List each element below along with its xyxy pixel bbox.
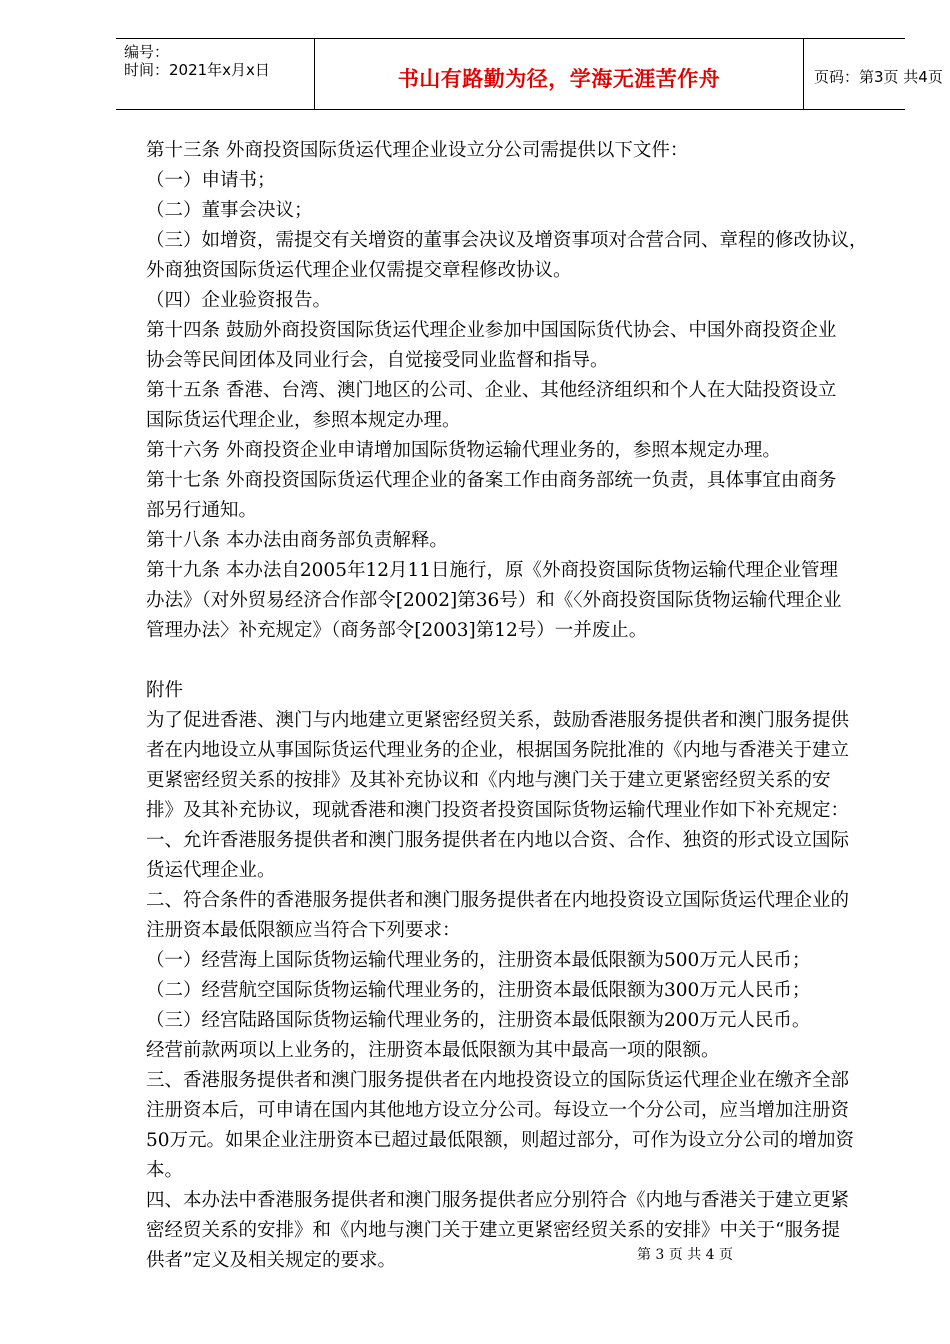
text-line: 协会等民间团体及同业行会，自觉接受同业监督和指导。 bbox=[146, 350, 609, 371]
text-line: （二）董事会决议； bbox=[146, 200, 313, 221]
text-line: 四、本办法中香港服务提供者和澳门服务提供者应分别符合《内地与香港关于建立更紧 bbox=[146, 1190, 850, 1211]
text-line: 本。 bbox=[146, 1160, 184, 1181]
footer-page-number: 第 3 页 共 4 页 bbox=[636, 1247, 734, 1263]
text-line: 附件 bbox=[146, 680, 184, 701]
header-page-cell bbox=[804, 39, 943, 109]
text-line: 第十五条 香港、台湾、澳门地区的公司、企业、其他经济组织和个人在大陆投资设立 bbox=[146, 380, 837, 401]
text-line: 管理办法〉补充规定》（商务部令[2003]第12号）一并废止。 bbox=[146, 620, 648, 641]
text-line: 一、允许香港服务提供者和澳门服务提供者在内地以合资、合作、独资的形式设立国际 bbox=[146, 830, 850, 851]
header-page-info: 页码：第3页 共4页 bbox=[814, 68, 943, 86]
text-line: （三）如增资，需提交有关增资的董事会决议及增资事项对合营合同、章程的修改协议， bbox=[146, 230, 868, 251]
text-line: 第十六务 外商投资企业申请增加国际货物运输代理业务的，参照本规定办理。 bbox=[146, 440, 781, 461]
text-line: 50万元。如果企业注册资本已超过最低限额，则超过部分，可作为设立分公司的增加资 bbox=[146, 1130, 855, 1151]
text-line: 国际货运代理企业，参照本规定办理。 bbox=[146, 410, 461, 431]
text-line: 办法》（对外贸易经济合作部令[2002]第36号）和《〈外商投资国际货物运输代理企业 bbox=[146, 590, 842, 611]
text-line: 密经贸关系的安排》和《内地与澳门关于建立更紧密经贸关系的安排》中关于“服务提 bbox=[146, 1220, 840, 1241]
document-number-label: 编号： bbox=[124, 43, 170, 61]
document-time-label: 时间：2021年x月x日 bbox=[124, 61, 270, 79]
header-motto-cell bbox=[315, 39, 804, 109]
page-footer bbox=[0, 1244, 950, 1264]
text-line: 排》及其补充协议，现就香港和澳门投资者投资国际货物运输代理业作如下补充规定： bbox=[146, 800, 850, 821]
text-line: 第十七条 外商投资国际货运代理企业的备案工作由商务部统一负责，具体事宜由商务 bbox=[146, 470, 837, 491]
text-line: 更紧密经贸关系的按排》及其补充协议和《内地与澳门关于建立更紧密经贸关系的安 bbox=[146, 770, 831, 791]
text-line: 外商独资国际货运代理企业仅需提交章程修改协议。 bbox=[146, 260, 572, 281]
text-line: 二、符合条件的香港服务提供者和澳门服务提供者在内地投资设立国际货运代理企业的 bbox=[146, 890, 850, 911]
document-body bbox=[146, 136, 886, 1276]
header-motto: 书山有路勤为径，学海无涯苦作舟 bbox=[397, 67, 721, 91]
text-line: 供者”定义及相关规定的要求。 bbox=[146, 1250, 396, 1271]
page-header bbox=[116, 38, 943, 110]
text-line: 货运代理企业。 bbox=[146, 860, 276, 881]
blank-line bbox=[146, 646, 886, 676]
text-line: 第十八条 本办法由商务部负责解释。 bbox=[146, 530, 448, 551]
text-line: 者在内地设立从事国际货运代理业务的企业，根据国务院批准的《内地与香港关于建立 bbox=[146, 740, 850, 761]
text-line: 第十四条 鼓励外商投资国际货运代理企业参加中国国际货代协会、中国外商投资企业 bbox=[146, 320, 837, 341]
text-line: （一）申请书； bbox=[146, 170, 276, 191]
text-line: 注册资本后，可申请在国内其他地方设立分公司。每设立一个分公司，应当增加注册资 bbox=[146, 1100, 850, 1121]
text-line: 第十九条 本办法自2005年12月11日施行，原《外商投资国际货物运输代理企业管理 bbox=[146, 560, 839, 581]
text-line: 为了促进香港、澳门与内地建立更紧密经贸关系，鼓励香港服务提供者和澳门服务提供 bbox=[146, 710, 850, 731]
text-line: 部另行通知。 bbox=[146, 500, 258, 521]
text-line: 注册资本最低限额应当符合下列要求： bbox=[146, 920, 461, 941]
text-line: （三）经宫陆路国际货物运输代理业务的，注册资本最低限额为200万元人民币。 bbox=[146, 1010, 811, 1031]
text-line: 第十三条 外商投资国际货运代理企业设立分公司需提供以下文件： bbox=[146, 140, 689, 161]
header-info-cell bbox=[116, 39, 315, 109]
text-line: （一）经营海上国际货物运输代理业务的，注册资本最低限额为500万元人民币； bbox=[146, 950, 811, 971]
text-line: 经营前款两项以上业务的，注册资本最低限额为其中最高一项的限额。 bbox=[146, 1040, 720, 1061]
text-line: 三、香港服务提供者和澳门服务提供者在内地投资设立的国际货运代理企业在缴齐全部 bbox=[146, 1070, 850, 1091]
text-line: （四）企业验资报告。 bbox=[146, 290, 332, 311]
text-line: （二）经营航空国际货物运输代理业务的，注册资本最低限额为300万元人民币； bbox=[146, 980, 811, 1001]
